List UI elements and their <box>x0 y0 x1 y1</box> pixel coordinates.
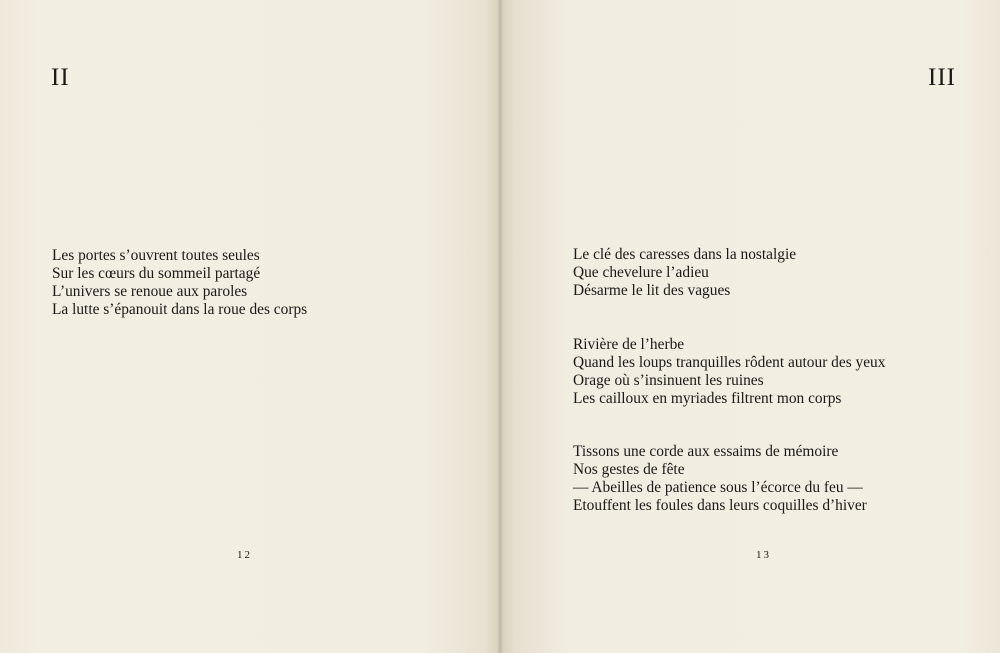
section-heading-left: II <box>51 64 70 91</box>
poem-line: Etouffent les foules dans leurs coquilles d’hiver <box>573 497 867 514</box>
page-number-left: 12 <box>237 549 252 561</box>
poem-line: Que chevelure l’adieu <box>573 264 709 281</box>
poem-line: — Abeilles de patience sous l’écorce du feu — <box>573 479 863 496</box>
section-heading-right: III <box>928 64 956 91</box>
poem-line: Les cailloux en myriades filtrent mon corps <box>573 390 842 407</box>
right-page <box>500 0 1000 653</box>
poem-line: Le clé des caresses dans la nostalgie <box>573 246 797 263</box>
poem-line: Nos gestes de fête <box>573 461 685 478</box>
poem-stanza-right-2 <box>573 336 885 408</box>
book-gutter <box>497 0 503 653</box>
poem-line: Sur les cœurs du sommeil partagé <box>52 265 261 282</box>
poem-stanza-right-3 <box>573 443 867 515</box>
poem-line: Les portes s’ouvrent toutes seules <box>52 247 260 264</box>
poem-line: La lutte s’épanouit dans la roue des corps <box>52 301 308 318</box>
poem-line: Orage où s’insinuent les ruines <box>573 372 764 389</box>
poem-stanza-left <box>52 247 307 319</box>
poem-line: Rivière de l’herbe <box>573 336 685 353</box>
poem-line: Tissons une corde aux essaims de mémoire <box>573 443 839 460</box>
page-number-right: 13 <box>756 549 771 561</box>
poem-line: Désarme le lit des vagues <box>573 282 731 299</box>
poem-line: Quand les loups tranquilles rôdent autour des yeux <box>573 354 886 371</box>
poem-line: L’univers se renoue aux paroles <box>52 283 248 300</box>
poem-stanza-right-1 <box>573 246 796 300</box>
